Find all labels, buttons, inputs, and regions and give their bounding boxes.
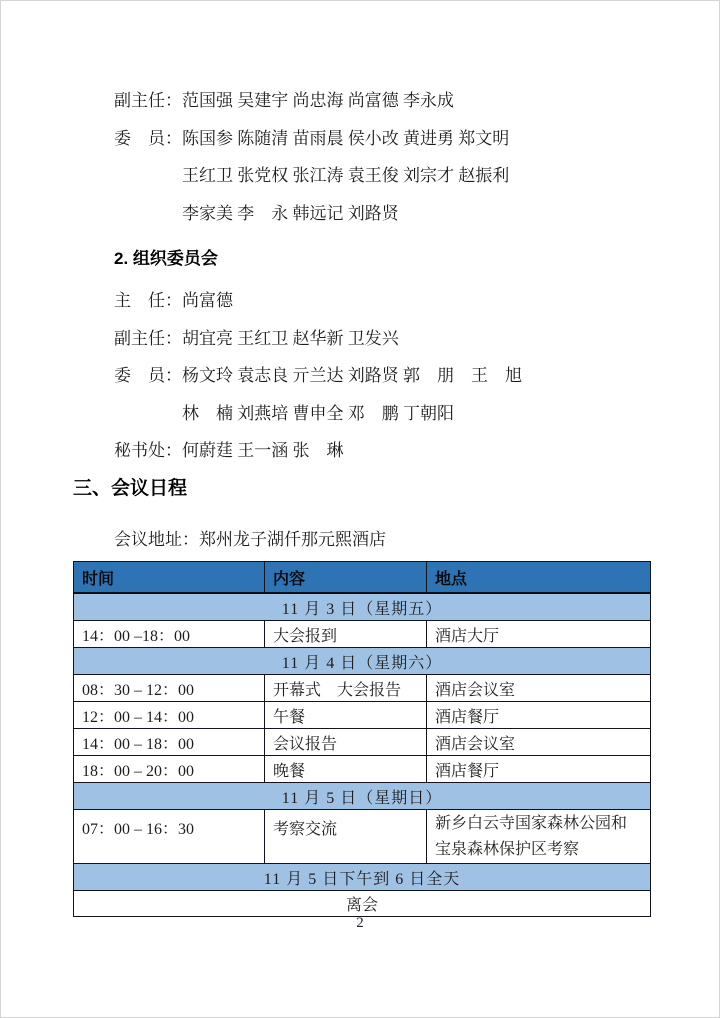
schedule-row-excursion [74, 810, 651, 864]
agenda-heading: 三、会议日程 [73, 478, 188, 499]
location-cell: 酒店大厅 [427, 621, 651, 648]
committee2-line-chair [114, 282, 522, 320]
org-committee-heading: 2. 组织委员会 [114, 249, 218, 268]
venue-address-line [114, 528, 386, 552]
content-cell: 开幕式 大会报告 [265, 675, 427, 702]
column-header-content: 内容 [265, 562, 427, 594]
names-text: 何蔚莛 王一涵 张 琳 [182, 441, 344, 460]
names-text: 尚富德 [182, 291, 233, 310]
committee2-name-list [114, 282, 522, 470]
date-band-text: 11 月 5 日下午到 6 日全天 [74, 864, 651, 891]
names-text: 王红卫 张党权 张江涛 袁王俊 刘宗才 赵振利 [182, 166, 510, 185]
schedule-row [74, 729, 651, 756]
location-cell: 酒店会议室 [427, 729, 651, 756]
schedule-row [74, 702, 651, 729]
time-cell: 12：00 – 14：00 [74, 702, 265, 729]
names-text: 陈国参 陈随清 苗雨晨 侯小改 黄进勇 郑文明 [182, 128, 510, 148]
schedule-row [74, 621, 651, 648]
date-band-row [74, 648, 651, 675]
names-text: 林 楠 刘燕培 曹申全 邓 鹏 丁朝阳 [182, 403, 454, 423]
page-number: 2 [356, 915, 364, 931]
time-cell: 14：00 –18：00 [74, 621, 265, 648]
committee2-line-members [114, 357, 522, 395]
location-cell: 新乡白云寺国家森林公园和宝泉森林保护区考察 [427, 810, 651, 864]
time-cell: 18：00 – 20：00 [74, 756, 265, 783]
time-cell: 08：30 – 12：00 [74, 675, 265, 702]
date-band-row [74, 593, 651, 621]
names-text: 胡宜亮 王红卫 赵华新 卫发兴 [182, 328, 399, 348]
time-cell: 14：00 – 18：00 [74, 729, 265, 756]
schedule-row [74, 675, 651, 702]
role-label: 副主任： [114, 328, 182, 348]
role-label: 主 任： [114, 291, 182, 310]
committee1-line-members-cont [114, 157, 509, 195]
date-band-row [74, 864, 651, 891]
names-text: 李家美 李 永 韩远记 刘路贤 [182, 203, 399, 223]
content-cell: 考察交流 [265, 810, 427, 864]
role-label: 副主任： [114, 91, 182, 110]
content-cell: 会议报告 [265, 729, 427, 756]
column-header-time: 时间 [74, 562, 265, 594]
leave-row [74, 891, 651, 917]
date-band-text: 11 月 5 日（星期日） [74, 783, 651, 810]
committee2-line-secretariat [114, 432, 522, 470]
role-label: 委 员： [114, 128, 182, 148]
content-cell: 午餐 [265, 702, 427, 729]
committee1-line-deputy [114, 82, 509, 120]
committee2-line-members-cont [114, 395, 522, 433]
location-cell: 酒店会议室 [427, 675, 651, 702]
committee1-line-members-cont [114, 195, 509, 233]
leave-text: 离会 [74, 891, 651, 917]
schedule-row [74, 756, 651, 783]
venue-address-value: 郑州龙子湖仟那元熙酒店 [199, 530, 386, 549]
date-band-row [74, 783, 651, 810]
content-cell: 大会报到 [265, 621, 427, 648]
schedule-table [73, 561, 651, 917]
committee1-line-members [114, 120, 509, 158]
column-header-location: 地点 [427, 562, 651, 594]
names-text: 杨文玲 袁志良 亓兰达 刘路贤 郭 朋 王 旭 [182, 366, 522, 385]
committee1-name-list [114, 82, 509, 232]
date-band-text: 11 月 3 日（星期五） [74, 593, 651, 621]
location-cell: 酒店餐厅 [427, 702, 651, 729]
content-cell: 晚餐 [265, 756, 427, 783]
location-cell: 酒店餐厅 [427, 756, 651, 783]
names-text: 范国强 吴建宇 尚忠海 尚富德 李永成 [182, 91, 454, 110]
time-cell: 07：00 – 16：30 [74, 810, 265, 864]
venue-address-label: 会议地址： [114, 530, 199, 549]
role-label: 秘书处： [114, 441, 182, 460]
committee2-line-deputy [114, 320, 522, 358]
date-band-text: 11 月 4 日（星期六） [74, 648, 651, 675]
role-label: 委 员： [114, 366, 182, 385]
schedule-header-row [74, 562, 651, 594]
